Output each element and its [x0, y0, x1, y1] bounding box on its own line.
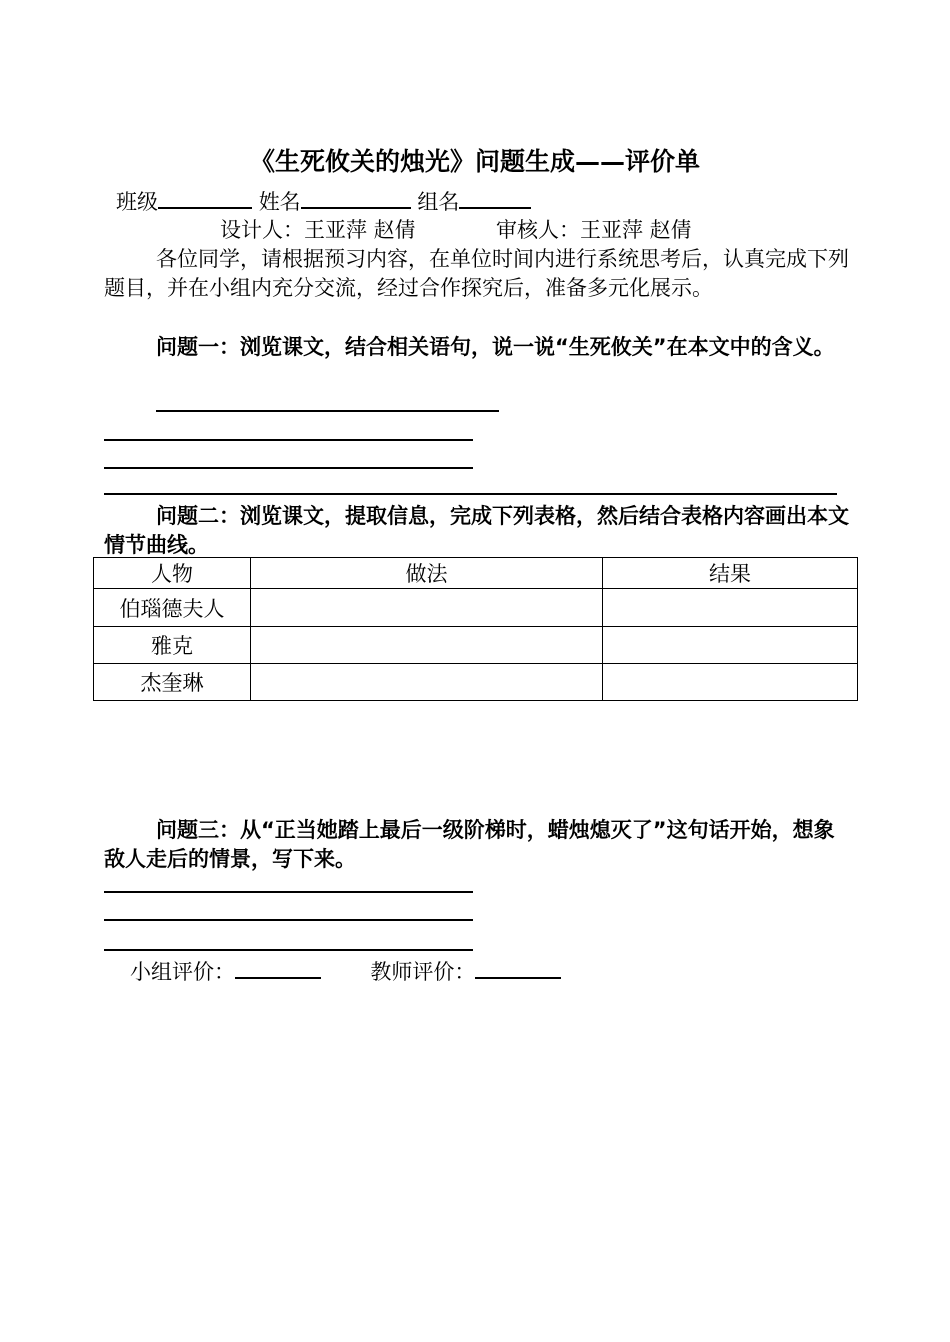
class-name-group-row [116, 188, 531, 217]
table-cell-character: 杰奎琳 [94, 664, 251, 701]
table-header-cell: 做法 [251, 558, 603, 589]
table-cell-character: 雅克 [94, 627, 251, 664]
group-evaluation-label: 小组评价： [130, 960, 235, 984]
answer-line[interactable] [104, 467, 473, 469]
page-title: 《生死攸关的烛光》问题生成——评价单 [249, 147, 700, 176]
group-label: 组名 [417, 190, 460, 214]
table-header-row [94, 558, 858, 589]
table-row [94, 627, 858, 664]
name-blank[interactable] [301, 189, 411, 209]
table-header-cell: 结果 [603, 558, 858, 589]
table-cell-character: 伯瑙德夫人 [94, 589, 251, 627]
table-header-cell: 人物 [94, 558, 251, 589]
table-row [94, 664, 858, 701]
group-evaluation-blank[interactable] [235, 959, 321, 979]
question-two: 问题二：浏览课文，提取信息，完成下列表格，然后结合表格内容画出本文情节曲线。 [104, 504, 849, 557]
table-row [94, 589, 858, 627]
table-cell-action[interactable] [251, 589, 603, 627]
group-blank[interactable] [459, 189, 531, 209]
teacher-evaluation-label: 教师评价： [370, 960, 476, 984]
teacher-evaluation-blank[interactable] [475, 959, 561, 979]
name-label: 姓名 [258, 190, 301, 214]
designer: 设计人：王亚萍 赵倩 [220, 218, 416, 242]
answer-line[interactable] [156, 410, 499, 412]
answer-line[interactable] [104, 493, 837, 495]
table-cell-result[interactable] [603, 589, 858, 627]
evaluation-row [130, 958, 561, 987]
answer-line[interactable] [104, 919, 473, 921]
reviewer: 审核人：王亚萍 赵倩 [496, 218, 692, 242]
info-table [93, 557, 858, 701]
class-blank[interactable] [158, 189, 252, 209]
table-cell-action[interactable] [251, 664, 603, 701]
answer-line[interactable] [104, 891, 473, 893]
answer-line[interactable] [104, 949, 473, 951]
intro-paragraph: 各位同学，请根据预习内容，在单位时间内进行系统思考后，认真完成下列题目，并在小组内充分交流，经过合作探究后，准备多元化展示。 [104, 247, 849, 300]
table-cell-result[interactable] [603, 664, 858, 701]
question-one: 问题一：浏览课文，结合相关语句，说一说“生死攸关”在本文中的含义。 [156, 335, 835, 359]
question-three: 问题三：从“正当她踏上最后一级阶梯时，蜡烛熄灭了”这句话开始，想象敌人走后的情景，写下来。 [104, 818, 835, 871]
table-cell-result[interactable] [603, 627, 858, 664]
table-cell-action[interactable] [251, 627, 603, 664]
class-label: 班级 [116, 190, 158, 214]
answer-line[interactable] [104, 439, 473, 441]
